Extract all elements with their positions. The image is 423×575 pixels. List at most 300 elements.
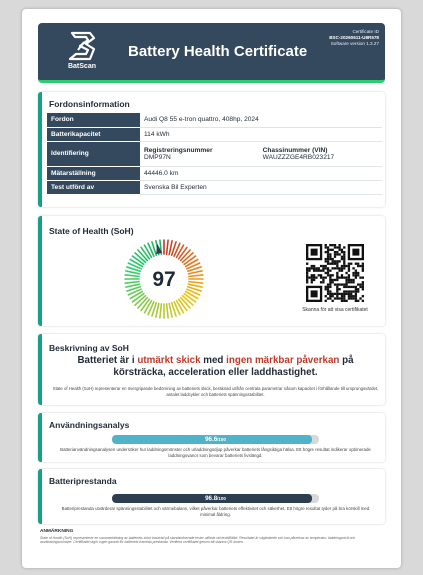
battery-performance-section bbox=[38, 469, 385, 524]
qr-module bbox=[345, 279, 347, 281]
qr-module bbox=[327, 260, 329, 262]
certificate-meta bbox=[329, 29, 379, 47]
qr-module bbox=[341, 265, 343, 267]
qr-module bbox=[329, 256, 331, 258]
qr-module bbox=[338, 297, 340, 299]
qr-code[interactable] bbox=[306, 244, 364, 302]
qr-module bbox=[327, 251, 329, 253]
performance-score-label bbox=[112, 494, 319, 503]
certificate-id-label: Certificate ID bbox=[352, 29, 379, 34]
qr-module bbox=[336, 272, 338, 274]
soh-explanation: State of Health (SoH) representerar en övergripande bedömning av batteriets skick, beräknad utifrån centrala parametrar såsom kapacitet i förhållande till ursprungsvärdet, antalet laddcykler och batteriets spänningsstabilitet. bbox=[52, 386, 379, 397]
qr-module bbox=[332, 263, 334, 265]
registration-value: DMP97N bbox=[144, 153, 171, 161]
qr-module bbox=[327, 263, 329, 265]
qr-module bbox=[334, 267, 336, 269]
qr-module bbox=[325, 272, 327, 274]
qr-module bbox=[336, 276, 338, 278]
qr-module bbox=[336, 267, 338, 269]
table-row bbox=[47, 141, 382, 166]
vehicle-info-table bbox=[47, 113, 382, 195]
qr-module bbox=[306, 267, 308, 269]
qr-module bbox=[348, 276, 350, 278]
row-label: Batterikapacitet bbox=[47, 127, 140, 141]
qr-module bbox=[345, 272, 347, 274]
table-row bbox=[47, 166, 382, 180]
qr-module bbox=[336, 260, 338, 262]
qr-module bbox=[313, 279, 315, 281]
qr-module bbox=[350, 293, 352, 295]
qr-module bbox=[325, 288, 327, 290]
qr-module bbox=[352, 272, 354, 274]
qr-module bbox=[311, 267, 313, 269]
row-value: Audi Q8 55 e-tron quattro, 408hp, 2024 bbox=[140, 113, 382, 127]
qr-caption: Skanna för att visa certifikatet bbox=[302, 307, 368, 313]
qr-module bbox=[322, 267, 324, 269]
verdict-text: Batteriet är i bbox=[77, 355, 138, 366]
qr-module bbox=[327, 274, 329, 276]
qr-module bbox=[355, 297, 357, 299]
qr-module bbox=[334, 297, 336, 299]
table-row bbox=[47, 180, 382, 194]
qr-module bbox=[352, 267, 354, 269]
gauge-tick bbox=[160, 304, 161, 318]
qr-module bbox=[325, 244, 327, 246]
qr-module bbox=[336, 297, 338, 299]
qr-module bbox=[355, 286, 357, 288]
verdict-highlight: utmärkt skick bbox=[137, 355, 201, 366]
qr-module bbox=[325, 246, 327, 248]
qr-module bbox=[350, 297, 352, 299]
qr-module bbox=[332, 249, 334, 251]
qr-module bbox=[327, 246, 329, 248]
qr-module bbox=[322, 265, 324, 267]
qr-module bbox=[336, 288, 338, 290]
qr-module bbox=[357, 288, 359, 290]
qr-module bbox=[322, 270, 324, 272]
vin-cell bbox=[259, 141, 382, 166]
qr-module bbox=[313, 270, 315, 272]
table-row bbox=[47, 113, 382, 127]
footnote bbox=[40, 529, 383, 544]
qr-module bbox=[355, 276, 357, 278]
gauge-tick bbox=[167, 240, 168, 254]
qr-module bbox=[338, 283, 340, 285]
qr-module bbox=[311, 274, 313, 276]
qr-module bbox=[338, 293, 340, 295]
qr-module bbox=[332, 258, 334, 260]
qr-module bbox=[343, 265, 345, 267]
qr-module bbox=[329, 263, 331, 265]
qr-module bbox=[357, 290, 359, 292]
vehicle-info-section bbox=[38, 92, 385, 207]
qr-module bbox=[327, 270, 329, 272]
qr-module bbox=[329, 286, 331, 288]
qr-module bbox=[334, 246, 336, 248]
footnote-text: State of Health (SoH) representerar en sammanfattning av batteriets skick baserad på standardiserade tester utförda vid testtillfället. Resultatet är vägledande och kan påverkas av temperatur, laddningsnivå och användningsmönster. Certifikatet utgör ingen garanti för batteriets framtida prestanda. Verifiera certifikatet genom att skanna QR-koden. bbox=[40, 536, 356, 545]
qr-module bbox=[357, 263, 359, 265]
qr-module bbox=[318, 274, 320, 276]
qr-module bbox=[329, 279, 331, 281]
qr-module bbox=[334, 256, 336, 258]
qr-module bbox=[325, 265, 327, 267]
qr-module bbox=[320, 270, 322, 272]
qr-module bbox=[336, 274, 338, 276]
qr-finder bbox=[311, 249, 318, 256]
software-version: Software version 1.3.27 bbox=[330, 41, 379, 46]
qr-module bbox=[306, 279, 308, 281]
section-title: State of Health (SoH) bbox=[49, 226, 134, 236]
qr-module bbox=[352, 286, 354, 288]
qr-module bbox=[334, 279, 336, 281]
qr-module bbox=[329, 249, 331, 251]
qr-module bbox=[338, 260, 340, 262]
qr-module bbox=[336, 251, 338, 253]
qr-module bbox=[338, 270, 340, 272]
qr-module bbox=[325, 295, 327, 297]
qr-module bbox=[348, 270, 350, 272]
qr-module bbox=[355, 274, 357, 276]
page-title: Battery Health Certificate bbox=[128, 43, 308, 60]
qr-module bbox=[308, 270, 310, 272]
qr-module bbox=[341, 297, 343, 299]
qr-module bbox=[334, 244, 336, 246]
qr-module bbox=[325, 260, 327, 262]
qr-module bbox=[313, 265, 315, 267]
row-value: 44446.0 km bbox=[140, 166, 382, 180]
qr-module bbox=[359, 283, 361, 285]
qr-module bbox=[357, 265, 359, 267]
qr-module bbox=[311, 265, 313, 267]
qr-module bbox=[352, 281, 354, 283]
row-value: 114 kWh bbox=[140, 127, 382, 141]
qr-module bbox=[348, 286, 350, 288]
qr-module bbox=[345, 265, 347, 267]
qr-module bbox=[327, 283, 329, 285]
table-row bbox=[47, 127, 382, 141]
vin-value: WAUZZZGE4RB023217 bbox=[262, 153, 335, 161]
qr-module bbox=[345, 283, 347, 285]
qr-module bbox=[343, 300, 345, 302]
qr-module bbox=[343, 260, 345, 262]
qr-module bbox=[329, 281, 331, 283]
qr-module bbox=[348, 279, 350, 281]
qr-module bbox=[355, 293, 357, 295]
verdict-text: på körsträcka, acceleration eller laddhastighet. bbox=[113, 355, 354, 378]
qr-module bbox=[355, 290, 357, 292]
qr-module bbox=[334, 251, 336, 253]
usage-analysis-section bbox=[38, 413, 385, 462]
qr-module bbox=[352, 274, 354, 276]
qr-module bbox=[315, 267, 317, 269]
qr-module bbox=[343, 293, 345, 295]
soh-value: 97 bbox=[152, 268, 176, 291]
qr-module bbox=[325, 251, 327, 253]
qr-module bbox=[334, 293, 336, 295]
qr-module bbox=[355, 295, 357, 297]
qr-module bbox=[348, 295, 350, 297]
qr-module bbox=[355, 263, 357, 265]
qr-module bbox=[362, 295, 364, 297]
qr-module bbox=[352, 290, 354, 292]
qr-module bbox=[362, 286, 364, 288]
qr-module bbox=[327, 288, 329, 290]
row-label: Fordon bbox=[47, 113, 140, 127]
qr-module bbox=[338, 267, 340, 269]
qr-module bbox=[341, 274, 343, 276]
qr-module bbox=[345, 293, 347, 295]
qr-module bbox=[362, 281, 364, 283]
qr-module bbox=[357, 300, 359, 302]
qr-module bbox=[343, 251, 345, 253]
qr-module bbox=[327, 256, 329, 258]
qr-module bbox=[320, 276, 322, 278]
qr-module bbox=[334, 263, 336, 265]
qr-module bbox=[320, 281, 322, 283]
section-title: Beskrivning av SoH bbox=[49, 343, 129, 353]
qr-module bbox=[338, 288, 340, 290]
qr-module bbox=[313, 276, 315, 278]
qr-module bbox=[327, 253, 329, 255]
row-value: Svenska Bil Experten bbox=[140, 180, 382, 194]
qr-module bbox=[338, 276, 340, 278]
qr-module bbox=[327, 290, 329, 292]
qr-module bbox=[359, 276, 361, 278]
qr-module bbox=[306, 281, 308, 283]
qr-module bbox=[334, 260, 336, 262]
performance-note: Batteriprestanda utvärderar spänningsstabilitet och värmebalans, vilket påverkar batteriets effektivitet och säkerhet. Ett högre resultat tyder på bra körskill med minimal åldring. bbox=[61, 506, 370, 517]
soh-verdict bbox=[52, 355, 379, 379]
usage-score-max: /100 bbox=[217, 437, 226, 442]
batscan-logo bbox=[62, 30, 102, 74]
qr-module bbox=[348, 297, 350, 299]
qr-module bbox=[341, 256, 343, 258]
qr-module bbox=[334, 253, 336, 255]
qr-module bbox=[315, 276, 317, 278]
registration-cell bbox=[140, 141, 259, 166]
qr-module bbox=[357, 274, 359, 276]
qr-module bbox=[350, 281, 352, 283]
row-label: Test utförd av bbox=[47, 180, 140, 194]
qr-module bbox=[325, 276, 327, 278]
qr-module bbox=[348, 263, 350, 265]
qr-module bbox=[336, 263, 338, 265]
qr-module bbox=[332, 293, 334, 295]
qr-module bbox=[306, 270, 308, 272]
qr-module bbox=[332, 281, 334, 283]
qr-module bbox=[341, 293, 343, 295]
qr-module bbox=[338, 249, 340, 251]
qr-module bbox=[362, 267, 364, 269]
qr-module bbox=[338, 246, 340, 248]
footnote-title: ANMÄRKNING bbox=[40, 529, 74, 534]
qr-module bbox=[352, 295, 354, 297]
qr-module bbox=[362, 288, 364, 290]
qr-module bbox=[329, 290, 331, 292]
qr-module bbox=[348, 290, 350, 292]
logo-text: BatScan bbox=[67, 63, 96, 70]
qr-module bbox=[343, 283, 345, 285]
usage-score: 96.6 bbox=[205, 436, 218, 443]
gauge-tick bbox=[169, 241, 172, 255]
qr-module bbox=[332, 274, 334, 276]
verdict-text: med bbox=[200, 355, 227, 366]
qr-module bbox=[336, 290, 338, 292]
qr-module bbox=[327, 293, 329, 295]
qr-module bbox=[348, 293, 350, 295]
row-label: Identifiering bbox=[47, 141, 140, 166]
qr-module bbox=[336, 246, 338, 248]
qr-module bbox=[341, 300, 343, 302]
qr-module bbox=[345, 286, 347, 288]
batscan-logo-icon bbox=[66, 30, 98, 62]
qr-module bbox=[350, 263, 352, 265]
soh-description-section bbox=[38, 334, 385, 405]
qr-module bbox=[311, 276, 313, 278]
qr-module bbox=[332, 295, 334, 297]
qr-module bbox=[320, 265, 322, 267]
qr-module bbox=[341, 258, 343, 260]
qr-module bbox=[336, 279, 338, 281]
qr-module bbox=[341, 283, 343, 285]
qr-module bbox=[329, 244, 331, 246]
qr-module bbox=[329, 253, 331, 255]
qr-module bbox=[345, 300, 347, 302]
qr-module bbox=[348, 274, 350, 276]
certificate-id: BSC-20260611-U8R578 bbox=[329, 35, 379, 40]
qr-module bbox=[325, 300, 327, 302]
qr-module bbox=[355, 300, 357, 302]
qr-module bbox=[362, 263, 364, 265]
vin-heading: Chassinummer (VIN) bbox=[262, 146, 328, 154]
qr-module bbox=[336, 295, 338, 297]
qr-module bbox=[332, 267, 334, 269]
gauge-tick bbox=[167, 304, 168, 318]
qr-module bbox=[343, 263, 345, 265]
qr-module bbox=[334, 283, 336, 285]
qr-module bbox=[341, 267, 343, 269]
qr-module bbox=[325, 258, 327, 260]
qr-module bbox=[355, 288, 357, 290]
qr-module bbox=[352, 297, 354, 299]
qr-module bbox=[311, 281, 313, 283]
qr-module bbox=[327, 258, 329, 260]
qr-module bbox=[327, 267, 329, 269]
qr-module bbox=[313, 274, 315, 276]
section-title: Användningsanalys bbox=[49, 420, 130, 430]
qr-module bbox=[318, 270, 320, 272]
gauge-tick bbox=[169, 303, 172, 317]
certificate-header bbox=[38, 23, 385, 83]
qr-module bbox=[327, 297, 329, 299]
performance-score-max: /100 bbox=[217, 496, 226, 501]
qr-module bbox=[345, 276, 347, 278]
qr-module bbox=[341, 270, 343, 272]
qr-module bbox=[348, 281, 350, 283]
qr-module bbox=[308, 276, 310, 278]
qr-module bbox=[313, 267, 315, 269]
qr-module bbox=[320, 274, 322, 276]
qr-module bbox=[343, 267, 345, 269]
qr-finder bbox=[311, 290, 318, 297]
qr-module bbox=[352, 279, 354, 281]
qr-module bbox=[329, 293, 331, 295]
qr-module bbox=[325, 267, 327, 269]
qr-module bbox=[329, 297, 331, 299]
qr-module bbox=[357, 283, 359, 285]
qr-module bbox=[362, 300, 364, 302]
qr-module bbox=[332, 244, 334, 246]
qr-module bbox=[350, 290, 352, 292]
qr-module bbox=[345, 281, 347, 283]
registration-heading: Registreringsnummer bbox=[144, 146, 213, 154]
qr-module bbox=[362, 265, 364, 267]
verdict-highlight: ingen märkbar påverkan bbox=[226, 355, 340, 366]
qr-module bbox=[329, 276, 331, 278]
qr-module bbox=[343, 297, 345, 299]
qr-module bbox=[308, 267, 310, 269]
qr-module bbox=[336, 286, 338, 288]
qr-module bbox=[327, 286, 329, 288]
qr-module bbox=[332, 260, 334, 262]
qr-module bbox=[343, 286, 345, 288]
qr-module bbox=[315, 270, 317, 272]
qr-module bbox=[359, 265, 361, 267]
qr-module bbox=[306, 272, 308, 274]
qr-module bbox=[350, 286, 352, 288]
qr-module bbox=[341, 251, 343, 253]
usage-note: Batterianvändningsanalysen undersöker hur laddningsmönster och urladdningsdjup påverkar batteriets långsiktiga hälsa. Ett högre resultat indikerar optimerade laddningsvanor som bevarar batteriets livslängd. bbox=[60, 447, 371, 458]
qr-module bbox=[343, 276, 345, 278]
qr-module bbox=[343, 258, 345, 260]
section-title: Batteriprestanda bbox=[49, 476, 117, 486]
qr-module bbox=[359, 297, 361, 299]
qr-module bbox=[341, 295, 343, 297]
qr-module bbox=[338, 244, 340, 246]
qr-module bbox=[329, 258, 331, 260]
qr-module bbox=[338, 253, 340, 255]
qr-module bbox=[318, 267, 320, 269]
qr-module bbox=[348, 267, 350, 269]
certificate-page bbox=[22, 9, 401, 568]
qr-module bbox=[336, 253, 338, 255]
qr-module bbox=[311, 279, 313, 281]
qr-module bbox=[343, 256, 345, 258]
qr-module bbox=[306, 274, 308, 276]
qr-module bbox=[343, 290, 345, 292]
qr-module bbox=[362, 270, 364, 272]
qr-module bbox=[306, 276, 308, 278]
gauge-tick bbox=[156, 303, 159, 317]
qr-module bbox=[332, 279, 334, 281]
qr-module bbox=[362, 276, 364, 278]
qr-module bbox=[322, 279, 324, 281]
qr-module bbox=[348, 265, 350, 267]
qr-module bbox=[336, 293, 338, 295]
qr-module bbox=[350, 279, 352, 281]
qr-module bbox=[325, 286, 327, 288]
qr-finder bbox=[352, 249, 359, 256]
qr-module bbox=[322, 276, 324, 278]
qr-module bbox=[362, 283, 364, 285]
qr-module bbox=[341, 249, 343, 251]
performance-score: 96.8 bbox=[205, 495, 218, 502]
qr-module bbox=[343, 295, 345, 297]
qr-module bbox=[306, 263, 308, 265]
qr-module bbox=[343, 253, 345, 255]
qr-module bbox=[332, 300, 334, 302]
qr-module bbox=[329, 283, 331, 285]
